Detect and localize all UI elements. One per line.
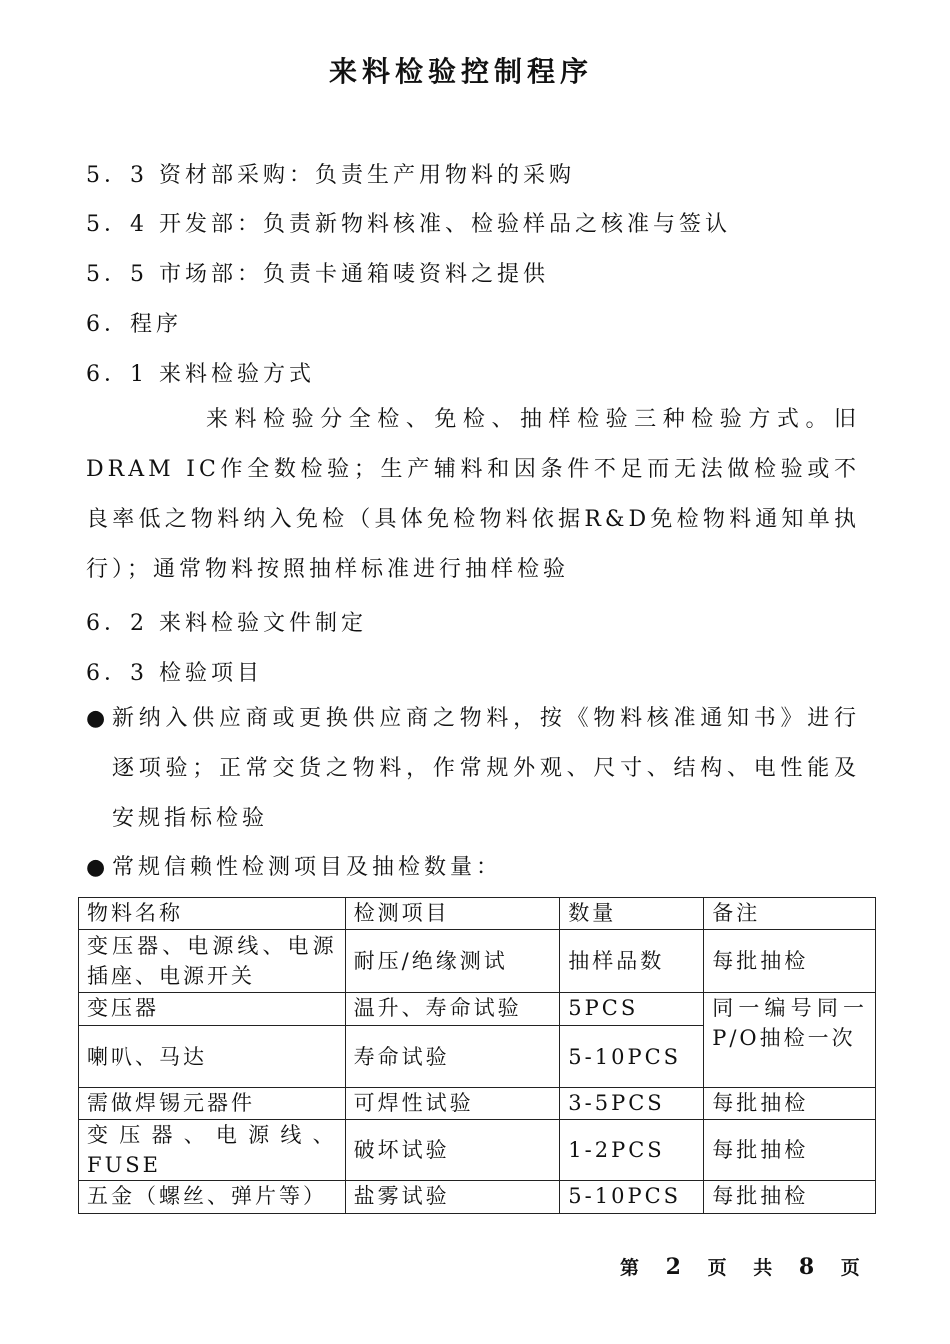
header-cell: 数量: [560, 898, 704, 930]
footer-mid: 页 共: [707, 1257, 783, 1279]
bullet-text: 新纳入供应商或更换供应商之物料，按《物料核准通知书》进行逐项验；正常交货之物料，作常规外观、尺寸、结构、电性能及安规指标检验: [112, 706, 860, 831]
table-cell: 需做焊锡元器件: [79, 1088, 346, 1120]
section-6: 6．程序: [86, 312, 182, 337]
inspection-items-table: [78, 897, 876, 1214]
table-cell: 3-5PCS: [560, 1088, 704, 1120]
table-cell: 同一编号同一P/O抽检一次: [704, 993, 876, 1088]
table-cell: 破坏试验: [345, 1120, 560, 1181]
table-cell: 温升、寿命试验: [345, 993, 560, 1026]
table-row: [79, 1088, 876, 1120]
table-cell: 抽样品数: [560, 930, 704, 993]
bullet-reliability: [86, 843, 860, 893]
section-5-5: 5．5 市场部：负责卡通箱唛资料之提供: [86, 262, 549, 287]
footer-prefix: 第: [620, 1257, 650, 1279]
page-number: 2: [665, 1254, 691, 1280]
table-cell: 变压器、电源线、FUSE: [79, 1120, 346, 1181]
table-cell: 耐压/绝缘测试: [345, 930, 560, 993]
header-cell: 物料名称: [79, 898, 346, 930]
section-6-2: 6．2 来料检验文件制定: [86, 611, 367, 636]
table-row: [79, 1181, 876, 1214]
bullet-new-supplier: [86, 694, 860, 844]
table-cell: 5-10PCS: [560, 1181, 704, 1214]
table-cell: 每批抽检: [704, 1088, 876, 1120]
bullet-icon: ●: [86, 855, 110, 880]
table-row: [79, 993, 876, 1026]
table-header-row: [79, 898, 876, 930]
section-5-3: 5．3 资材部采购：负责生产用物料的采购: [86, 163, 575, 188]
table-cell: 每批抽检: [704, 1120, 876, 1181]
header-cell: 备注: [704, 898, 876, 930]
table-cell: 盐雾试验: [345, 1181, 560, 1214]
footer-suffix: 页: [840, 1257, 870, 1279]
table-cell: 每批抽检: [704, 930, 876, 993]
table-cell: 5-10PCS: [560, 1026, 704, 1088]
table-cell: 5PCS: [560, 993, 704, 1026]
section-6-1: 6．1 来料检验方式: [86, 362, 315, 387]
bullet-icon: ●: [86, 706, 110, 731]
table-cell: 寿命试验: [345, 1026, 560, 1088]
header-cell: 检测项目: [345, 898, 560, 930]
page-footer: [620, 1253, 870, 1280]
table-cell: 变压器、电源线、电源插座、电源开关: [79, 930, 346, 993]
section-5-4: 5．4 开发部：负责新物料核准、检验样品之核准与签认: [86, 212, 731, 237]
table-row: [79, 1120, 876, 1181]
table-cell: 五金（螺丝、弹片等）: [79, 1181, 346, 1214]
table-cell: 喇叭、马达: [79, 1026, 346, 1088]
table-row: [79, 930, 876, 993]
page-total: 8: [798, 1254, 825, 1280]
table-cell: 变压器: [79, 993, 346, 1026]
table-cell: 可焊性试验: [345, 1088, 560, 1120]
section-6-3: 6．3 检验项目: [86, 661, 263, 686]
inspection-method-paragraph: 来料检验分全检、免检、抽样检验三种检验方式。旧DRAM IC作全数检验；生产辅料和因条件不足而无法做检验或不良率低之物料纳入免检（具体免检物料依据R&D免检物料通知单执行）；通常物料按照抽样标准进行抽样检验: [86, 407, 860, 582]
table-cell: 1-2PCS: [560, 1120, 704, 1181]
bullet-text: 常规信赖性检测项目及抽检数量：: [112, 855, 503, 880]
document-title: 来料检验控制程序: [328, 55, 593, 88]
table-cell: 每批抽检: [704, 1181, 876, 1214]
